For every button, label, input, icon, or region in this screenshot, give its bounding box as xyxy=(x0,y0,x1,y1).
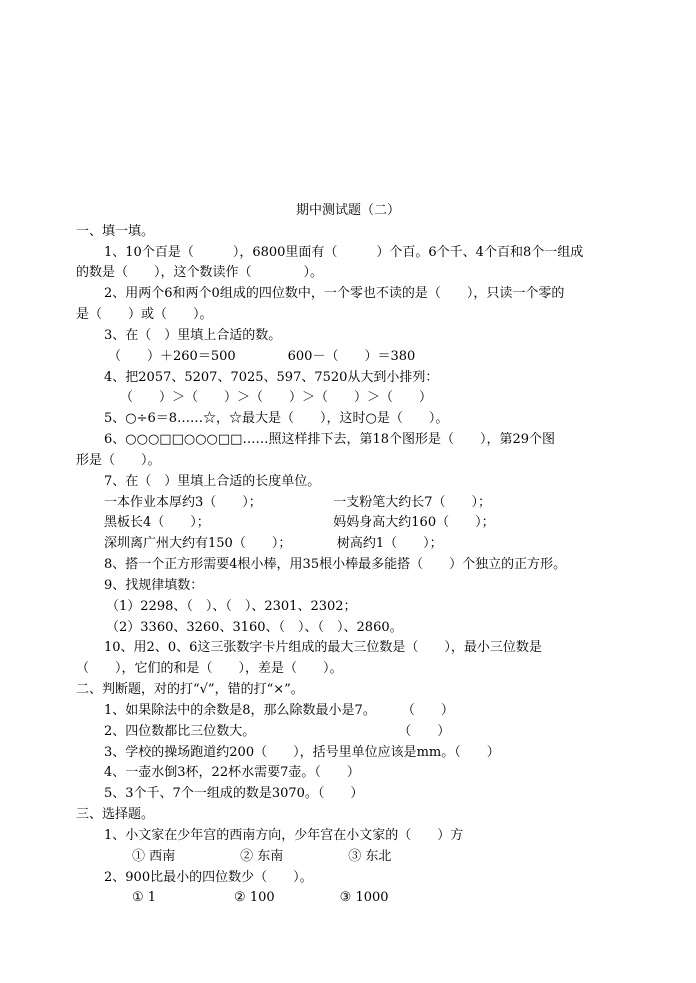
question-line: 6、○○○□□○○○□□……照这样排下去，第18个图形是（ ），第29个图 xyxy=(104,432,556,447)
question-line: 1、10个百是（ ），6800里面有（ ）个百。6个千、4个百和8个一组成 xyxy=(104,245,584,260)
question-line: 2、四位数都比三位数大。 （ ） xyxy=(104,724,451,739)
question-line: （ ）＞（ ）＞（ ）＞（ ）＞（ ） xyxy=(120,390,433,405)
question-line: 3、学校的操场跑道约200（ ），括号里单位应该是mm。（ ） xyxy=(104,745,500,760)
question-line: 2、900比最小的四位数少（ ）。 xyxy=(104,870,313,885)
choice-options: ① 1 ② 100 ③ 1000 xyxy=(132,890,389,905)
question-line: 5、○÷6＝8……☆，☆最大是（ ），这时○是（ ）。 xyxy=(104,411,449,426)
question-line: （ ）＋260＝500 600－（ ）＝380 xyxy=(108,349,416,364)
question-line: 2、用两个6和两个0组成的四位数中，一个零也不读的是（ ），只读一个零的 xyxy=(104,286,565,301)
question-line: 的数是（ ），这个数读作（ ）。 xyxy=(76,265,324,280)
question-line: 9、找规律填数： xyxy=(104,578,204,593)
question-line: 4、一壶水倒3杯，22杯水需要7壶。（ ） xyxy=(104,765,360,780)
question-line: （ ），它们的和是（ ），差是（ ）。 xyxy=(76,661,343,676)
question-line: 10、用2、0、6这三张数字卡片组成的最大三位数是（ ），最小三位数是 xyxy=(104,640,542,655)
question-line: 8、搭一个正方形需要4根小棒，用35根小棒最多能搭（ ）个独立的正方形。 xyxy=(104,557,567,572)
question-line: 形是（ ）。 xyxy=(76,453,161,468)
question-line: 1、小文家在少年宫的西南方向，少年宫在小文家的（ ）方 xyxy=(104,828,464,843)
question-line: 一本作业本厚约3（ ）； 一支粉笔大约长7（ ）； xyxy=(104,495,492,510)
question-line: 1、如果除法中的余数是8，那么除数最小是7。 （ ） xyxy=(104,703,454,718)
question-line: 3、在（ ）里填上合适的数。 xyxy=(104,328,282,343)
question-line: （1）2298、（ ）、（ ）、2301、2302； xyxy=(106,599,357,614)
section-heading-true-false: 二、判断题，对的打“√”，错的打“×”。 xyxy=(76,682,304,697)
question-line: 是（ ）或（ ）。 xyxy=(76,307,213,322)
page-title: 期中测试题（二） xyxy=(295,203,400,218)
section-heading-multiple-choice: 三、选择题。 xyxy=(76,807,155,822)
question-line: 黑板长4（ ）； 妈妈身高大约160（ ）； xyxy=(104,515,495,530)
choice-options: ① 西南 ② 东南 ③ 东北 xyxy=(132,849,392,864)
question-line: 4、把2057、5207、7025、597、7520从大到小排列： xyxy=(104,370,439,385)
section-heading-fill-in: 一、填一填。 xyxy=(76,224,155,239)
question-line: 7、在（ ）里填上合适的长度单位。 xyxy=(104,474,321,489)
question-line: 深圳离广州大约有150（ ）； 树高约1（ ）； xyxy=(104,536,443,551)
question-line: （2）3360、3260、3160、（ ）、（ ）、2860。 xyxy=(106,620,403,635)
question-line: 5、3个千、7个一组成的数是3070。（ ） xyxy=(104,786,364,801)
